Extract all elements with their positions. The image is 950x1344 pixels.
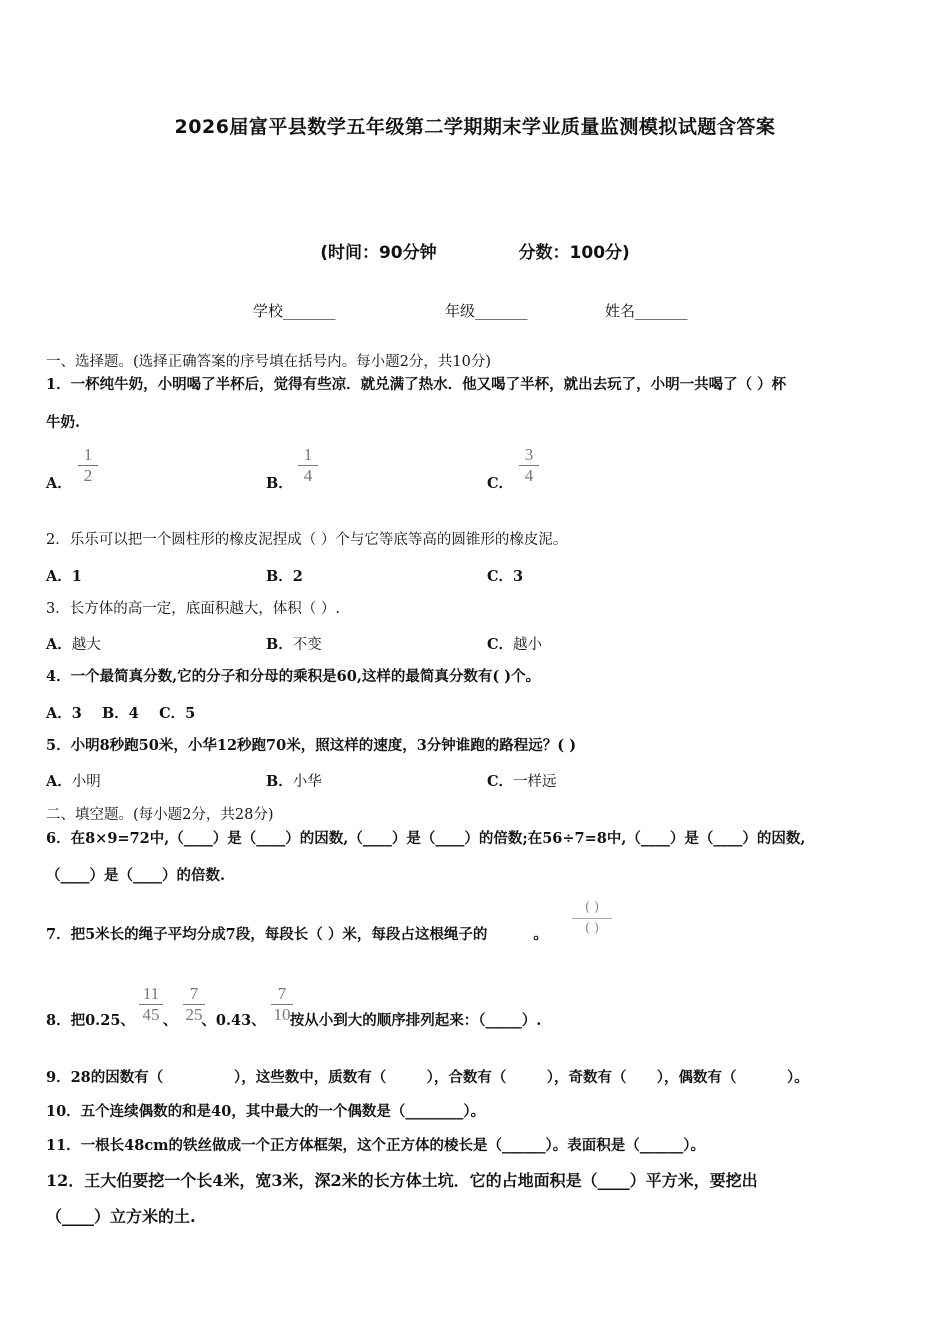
question-1-line1: 1．一杯纯牛奶，小明喝了半杯后，觉得有些凉．就兑满了热水．他又喝了半杯，就出去玩了，小明一共喝了（ ）杯 xyxy=(46,376,787,393)
section-heading-fill: 二、填空题。(每小题2分，共28分) xyxy=(46,807,274,823)
q1-option-c-fraction xyxy=(519,446,539,485)
grade-field: 年级_______ xyxy=(445,302,528,320)
question-5: 5．小明8秒跑50米，小华12秒跑70米，照这样的速度，3分钟谁跑的路程远？( ) xyxy=(46,737,577,754)
q1-option-b-label: B． xyxy=(266,475,293,492)
question-6-line2: （____）是（____）的倍数. xyxy=(46,867,226,884)
question-6-line1: 6．在8×9=72中,（____）是（____）的因数,（____）是（____）的倍数;在56÷7=8中,（____）是（____）的因数, xyxy=(46,830,806,847)
q4-options: A．3 B．4 C．5 xyxy=(46,705,196,722)
q1-option-b-fraction xyxy=(298,446,318,485)
q7-blank-fraction: ( ) ( ) xyxy=(572,900,612,937)
exam-score: 分数：100分) xyxy=(518,243,630,263)
fraction-denominator: 2 xyxy=(83,466,93,485)
question-8: 8．把0.25、 、 、0.43、 按从小到大的顺序排列起来：（_____）. xyxy=(46,1012,542,1029)
question-9: 9．28的因数有（ ），这些数中，质数有（ ），合数有（ ），奇数有（ ），偶数有（ ）。 xyxy=(46,1069,809,1086)
question-4: 4．一个最简真分数,它的分子和分母的乘积是60,这样的最简真分数有( )个。 xyxy=(46,668,541,685)
q1-option-c-label: C． xyxy=(487,475,514,492)
q3-option-b: B．不变 xyxy=(266,636,322,653)
q2-option-a: A．1 xyxy=(46,568,82,585)
question-12-line1: 12．王大伯要挖一个长4米，宽3米，深2米的长方体土坑．它的占地面积是（____）平方米，要挖出 xyxy=(46,1171,758,1190)
q2-option-c: C．3 xyxy=(487,568,524,585)
q5-option-b: B．小华 xyxy=(266,773,322,790)
q3-option-a: A．越大 xyxy=(46,636,101,653)
q8-fraction-1: 11 45 xyxy=(139,985,163,1024)
q8-fraction-2: 7 25 xyxy=(183,985,205,1024)
q5-option-a: A．小明 xyxy=(46,773,101,790)
fraction-numerator: 1 xyxy=(83,445,93,464)
page-title: 2026届富平县数学五年级第二学期期末学业质量监测模拟试题含答案 xyxy=(174,116,776,138)
exam-time: (时间：90分钟 xyxy=(320,243,437,263)
name-field: 姓名_______ xyxy=(605,302,688,320)
q8-fraction-3: 7 10 xyxy=(271,985,293,1024)
q1-option-a-fraction xyxy=(78,446,98,485)
question-10: 10．五个连续偶数的和是40，其中最大的一个偶数是（________）。 xyxy=(46,1103,486,1120)
section-heading-choice: 一、选择题。(选择正确答案的序号填在括号内。每小题2分，共10分) xyxy=(46,354,491,370)
exam-info xyxy=(0,238,950,263)
fraction-numerator: 3 xyxy=(524,445,534,464)
question-1-line2: 牛奶. xyxy=(46,414,81,431)
fraction-denominator: 4 xyxy=(303,466,313,485)
question-3: 3．长方体的高一定，底面积越大，体积（ ）. xyxy=(46,601,340,617)
question-2: 2．乐乐可以把一个圆柱形的橡皮泥捏成（ ）个与它等底等高的圆锥形的橡皮泥。 xyxy=(46,532,568,548)
question-7: 7．把5米长的绳子平均分成7段，每段长（ ）米，每段占这根绳子的 。 xyxy=(46,926,548,943)
q3-option-c: C．越小 xyxy=(487,636,543,653)
fraction-denominator: 4 xyxy=(524,466,534,485)
question-12-line2: （____）立方米的土. xyxy=(46,1207,196,1226)
q5-option-c: C．一样远 xyxy=(487,773,557,790)
school-field: 学校_______ xyxy=(253,302,336,320)
fraction-numerator: 1 xyxy=(303,445,313,464)
q2-option-b: B．2 xyxy=(266,568,303,585)
question-11: 11．一根长48cm的铁丝做成一个正方体框架，这个正方体的棱长是（______）。表面积是（______）。 xyxy=(46,1137,706,1154)
q1-option-a-label: A． xyxy=(46,475,72,492)
